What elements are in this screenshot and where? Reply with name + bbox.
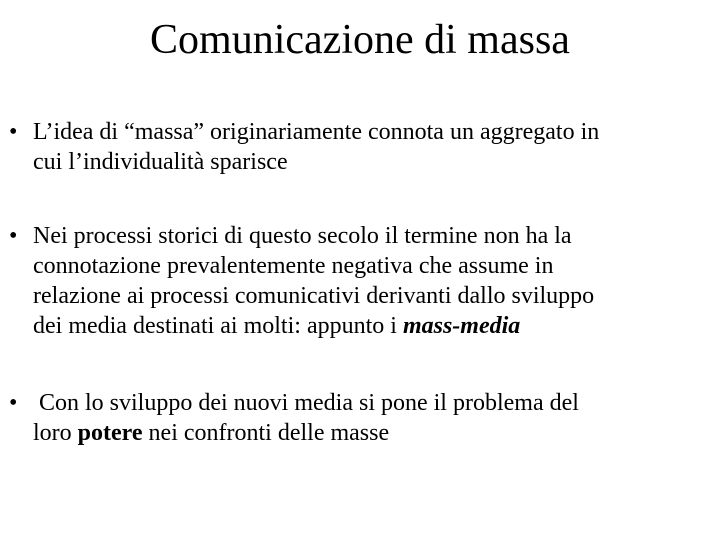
bullet-line-with-emphasis <box>33 418 708 448</box>
bullet-marker-icon: • <box>9 119 18 145</box>
bullet-line-tail: nei confronti delle masse <box>142 420 390 446</box>
bullet-text <box>33 221 708 341</box>
bullet-text <box>33 117 708 177</box>
bullet-line: connotazione prevalentemente negativa che assume in <box>33 253 554 279</box>
bullet-line: Con lo sviluppo dei nuovi media si pone il problema del <box>33 390 579 416</box>
emphasis-term: potere <box>77 420 143 446</box>
bullet-line-with-emphasis <box>33 311 708 341</box>
bullet-line-text: loro <box>33 420 78 446</box>
bullet-line: L’idea di “massa” originariamente connota un aggregato in <box>33 119 600 145</box>
slide-title: Comunicazione di massa <box>150 17 570 63</box>
bullet-marker-icon: • <box>9 390 18 416</box>
bullet-text <box>33 388 708 448</box>
bullet-line: relazione ai processi comunicativi derivanti dallo sviluppo <box>33 283 595 309</box>
bullet-line: Nei processi storici di questo secolo il termine non ha la <box>33 223 572 249</box>
bullet-line: cui l’individualità sparisce <box>33 149 288 175</box>
emphasis-term: mass-media <box>402 313 521 339</box>
bullet-marker-icon: • <box>9 223 18 249</box>
bullet-line-text: dei media destinati ai molti: appunto i <box>33 313 403 339</box>
